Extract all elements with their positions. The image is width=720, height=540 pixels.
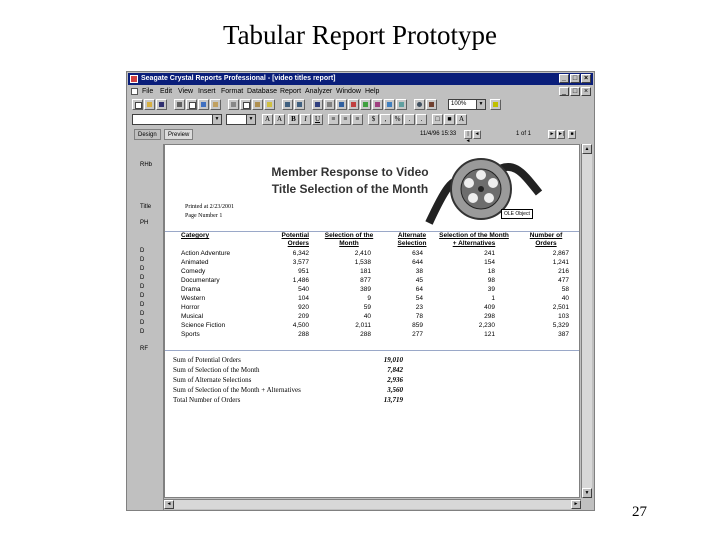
reel-hole xyxy=(468,193,478,203)
summary-value: 7,842 xyxy=(387,366,403,374)
menu-report[interactable]: Report xyxy=(280,88,302,95)
cell-category: Documentary xyxy=(181,277,220,284)
search-button[interactable] xyxy=(414,99,425,110)
cell-selection: 1,538 xyxy=(354,259,371,266)
font-color-button[interactable]: A xyxy=(456,114,467,125)
maximize-button[interactable]: □ xyxy=(570,74,580,83)
group-icon xyxy=(375,102,380,107)
last-page-button[interactable]: ►| xyxy=(558,131,565,137)
tab-design[interactable]: Design xyxy=(134,129,161,140)
section-label: RF xyxy=(140,346,148,352)
cell-selalt: 18 xyxy=(487,268,495,275)
cell-potential: 920 xyxy=(298,304,309,311)
decrease-decimal-button[interactable]: . xyxy=(416,114,427,125)
select-expert-button[interactable] xyxy=(426,99,437,110)
summary-label: Sum of Alternate Selections xyxy=(173,376,252,384)
header-selection-line2: Month xyxy=(339,240,359,247)
header-orders-line2: Orders xyxy=(535,240,557,247)
italic-button[interactable]: I xyxy=(300,114,311,125)
picture-icon xyxy=(399,102,404,107)
zoom-combo[interactable] xyxy=(448,99,486,110)
section-label: D xyxy=(140,320,145,326)
menu-help[interactable]: Help xyxy=(365,88,380,95)
new-report-button[interactable] xyxy=(132,99,143,110)
cell-alternate: 64 xyxy=(415,286,423,293)
cut-button[interactable] xyxy=(228,99,239,110)
close-button[interactable]: × xyxy=(581,74,591,83)
minimize-button[interactable]: _ xyxy=(559,74,569,83)
preview-timestamp: 11/4/96 15:33 xyxy=(420,131,457,137)
disk-icon xyxy=(159,102,164,107)
next-page-button[interactable]: ► xyxy=(549,131,555,137)
section-label: Title xyxy=(140,204,152,210)
cell-orders: 1,241 xyxy=(552,259,569,266)
menu-file[interactable]: File xyxy=(142,88,154,95)
reel-hole xyxy=(464,178,474,188)
insert-group-button[interactable] xyxy=(372,99,383,110)
cell-potential: 4,500 xyxy=(292,322,309,329)
insert-summary-button[interactable] xyxy=(360,99,371,110)
cell-selalt: 409 xyxy=(484,304,495,311)
cell-orders: 387 xyxy=(558,331,569,338)
fill-color-button[interactable]: ■ xyxy=(444,114,455,125)
database-icon xyxy=(339,102,344,107)
thousands-button[interactable]: , xyxy=(380,114,391,125)
insert-database-field-button[interactable] xyxy=(336,99,347,110)
bold-button[interactable]: B xyxy=(288,114,299,125)
brush-icon xyxy=(267,102,272,107)
scissors-icon xyxy=(231,102,236,107)
section-label: D xyxy=(140,293,145,299)
cell-orders: 5,329 xyxy=(552,322,569,329)
section-label: D xyxy=(140,311,145,317)
help-icon xyxy=(493,102,498,107)
cell-category: Action Adventure xyxy=(181,250,231,257)
cell-alternate: 634 xyxy=(412,250,423,257)
cell-potential: 209 xyxy=(298,313,309,320)
cell-alternate: 45 xyxy=(415,277,423,284)
header-selection-line1: Selection of the xyxy=(324,232,374,239)
tabs-bar xyxy=(128,129,593,144)
insert-chart-button[interactable] xyxy=(384,99,395,110)
summary-row xyxy=(173,355,403,365)
table-row xyxy=(173,312,573,321)
cell-alternate: 859 xyxy=(412,322,423,329)
cell-selalt: 241 xyxy=(484,250,495,257)
scroll-down-button[interactable]: ▼ xyxy=(582,488,592,498)
field-icon xyxy=(315,102,320,107)
copy-button[interactable] xyxy=(240,99,251,110)
menu-analyzer[interactable]: Analyzer xyxy=(305,88,333,95)
menu-window[interactable]: Window xyxy=(336,88,361,95)
insert-field-button[interactable] xyxy=(312,99,323,110)
summary-row xyxy=(173,375,403,385)
section-label: D xyxy=(140,266,145,272)
summary-value: 13,719 xyxy=(383,396,403,404)
menu-edit[interactable]: Edit xyxy=(160,88,173,95)
format-painter-button[interactable] xyxy=(264,99,275,110)
summary-row xyxy=(173,365,403,375)
summary-icon xyxy=(363,102,368,107)
align-right-button[interactable]: ≡ xyxy=(352,114,363,125)
report-preview-page[interactable] xyxy=(164,144,580,498)
cell-orders: 58 xyxy=(561,286,569,293)
report-title xyxy=(255,164,445,198)
increase-decimal-button[interactable]: . xyxy=(404,114,415,125)
print-preview-button[interactable] xyxy=(186,99,197,110)
slide-title: Tabular Report Prototype xyxy=(222,20,498,50)
table-row xyxy=(173,267,573,276)
cell-potential: 540 xyxy=(298,286,309,293)
align-left-button[interactable]: ≡ xyxy=(328,114,339,125)
header-potential-line1: Potential xyxy=(281,232,309,239)
tab-preview[interactable]: Preview xyxy=(164,129,193,140)
cell-selection: 9 xyxy=(367,295,371,302)
section-label: D xyxy=(140,275,145,281)
summary-label: Total Number of Orders xyxy=(173,396,241,404)
summary-value: 19,010 xyxy=(383,356,403,364)
insert-formula-button[interactable] xyxy=(348,99,359,110)
report-page-number: Page Number 1 xyxy=(185,213,223,219)
cell-selalt: 2,230 xyxy=(478,322,495,329)
cell-category: Horror xyxy=(181,304,200,311)
section-label: D xyxy=(140,257,145,263)
currency-button[interactable]: $ xyxy=(368,114,379,125)
cell-alternate: 23 xyxy=(415,304,423,311)
cell-category: Musical xyxy=(181,313,204,320)
cell-selalt: 298 xyxy=(484,313,495,320)
printer-icon xyxy=(177,102,182,107)
cell-category: Western xyxy=(181,295,206,302)
export-icon xyxy=(201,102,206,107)
cell-selection: 59 xyxy=(363,304,371,311)
menu-insert[interactable]: Insert xyxy=(198,88,216,95)
cell-orders: 2,867 xyxy=(552,250,569,257)
header-orders-line1: Number of xyxy=(529,232,563,239)
cell-potential: 6,342 xyxy=(292,250,309,257)
new-icon xyxy=(135,102,142,109)
align-center-button[interactable]: ≡ xyxy=(340,114,351,125)
previous-page-button[interactable]: ◄ xyxy=(474,131,480,137)
report-title-line2: Title Selection of the Month xyxy=(271,182,429,196)
redo-button[interactable] xyxy=(294,99,305,110)
chart-icon xyxy=(387,102,392,107)
section-label: D xyxy=(140,284,145,290)
cell-orders: 477 xyxy=(558,277,569,284)
undo-button[interactable] xyxy=(282,99,293,110)
header-alternate-line2: Selection xyxy=(397,240,427,247)
paste-icon xyxy=(255,102,260,107)
cell-orders: 103 xyxy=(558,313,569,320)
cell-category: Sports xyxy=(181,331,200,338)
doc-minimize-button[interactable]: _ xyxy=(559,87,569,96)
summary-value: 3,560 xyxy=(387,386,403,394)
redo-icon xyxy=(297,102,302,107)
summary-row xyxy=(173,385,403,395)
first-page-button[interactable]: |◄ xyxy=(465,131,471,144)
chevron-down-icon[interactable]: ▼ xyxy=(246,115,255,124)
text-object-icon xyxy=(327,102,332,107)
cell-potential: 1,486 xyxy=(292,277,309,284)
percent-button[interactable]: % xyxy=(392,114,403,125)
film-reel-image[interactable] xyxy=(423,153,543,231)
reel-hole xyxy=(488,178,498,188)
crystal-reports-window xyxy=(126,71,595,511)
export-button[interactable] xyxy=(198,99,209,110)
menu-view[interactable]: View xyxy=(178,88,194,95)
insert-text-button[interactable] xyxy=(324,99,335,110)
app-icon xyxy=(130,75,138,83)
report-title-line1: Member Response to Video xyxy=(271,165,429,179)
summary-row xyxy=(173,395,403,405)
scroll-right-button[interactable]: ► xyxy=(571,500,581,509)
save-button[interactable] xyxy=(156,99,167,110)
font-grow-button[interactable]: A xyxy=(262,114,273,125)
copy-icon xyxy=(243,102,250,109)
zoom-value: 100% xyxy=(451,101,467,107)
menubar xyxy=(128,86,593,97)
section-label: D xyxy=(140,248,145,254)
table-row xyxy=(173,294,573,303)
doc-restore-button[interactable]: □ xyxy=(570,87,580,96)
paste-button[interactable] xyxy=(252,99,263,110)
font-name-combo[interactable] xyxy=(132,114,222,125)
font-size-combo[interactable] xyxy=(226,114,256,125)
document-icon[interactable] xyxy=(131,88,138,95)
font-shrink-button[interactable]: A xyxy=(274,114,285,125)
header-potential xyxy=(263,232,309,248)
header-selection-alternatives xyxy=(431,232,517,248)
cell-potential: 951 xyxy=(298,268,309,275)
horizontal-scrollbar[interactable] xyxy=(164,499,581,509)
window-titlebar[interactable] xyxy=(128,73,593,85)
border-button[interactable]: □ xyxy=(432,114,443,125)
cell-selalt: 1 xyxy=(491,295,495,302)
help-button[interactable] xyxy=(490,99,501,110)
cell-selection: 2,011 xyxy=(355,322,371,329)
cell-selection: 389 xyxy=(360,286,371,293)
cell-orders: 216 xyxy=(558,268,569,275)
header-alternate-line1: Alternate xyxy=(397,232,427,239)
open-button[interactable] xyxy=(144,99,155,110)
preview-icon xyxy=(189,102,196,109)
stop-button[interactable]: ■ xyxy=(568,130,576,139)
cell-alternate: 277 xyxy=(412,331,423,338)
section-label: D xyxy=(140,302,145,308)
mail-button[interactable] xyxy=(210,99,221,110)
menu-format[interactable]: Format xyxy=(221,88,244,95)
cell-selalt: 98 xyxy=(487,277,495,284)
reel-hole xyxy=(484,193,494,203)
cell-orders: 2,501 xyxy=(552,304,569,311)
magnifier-icon xyxy=(417,102,422,107)
cell-selection: 288 xyxy=(360,331,371,338)
table-row xyxy=(173,276,573,285)
header-selection xyxy=(313,232,385,248)
section-divider xyxy=(165,350,580,351)
summary-label: Sum of Potential Orders xyxy=(173,356,241,364)
filter-icon xyxy=(429,102,434,107)
table-row xyxy=(173,303,573,312)
summary-label: Sum of Selection of the Month xyxy=(173,366,260,374)
header-alternate xyxy=(393,232,431,248)
cell-selalt: 39 xyxy=(487,286,495,293)
cell-alternate: 54 xyxy=(415,295,423,302)
folder-icon xyxy=(147,102,152,107)
insert-picture-button[interactable] xyxy=(396,99,407,110)
reel-hub xyxy=(478,186,484,192)
cell-category: Comedy xyxy=(181,268,206,275)
cell-selalt: 121 xyxy=(484,331,495,338)
undo-icon xyxy=(285,102,290,107)
slide-page-number: 27 xyxy=(632,504,647,520)
format-toolbar xyxy=(130,113,592,127)
reel-hole xyxy=(476,170,486,180)
cell-category: Science Fiction xyxy=(181,322,226,329)
cell-selalt: 154 xyxy=(484,259,495,266)
section-label: D xyxy=(140,329,145,335)
cell-potential: 288 xyxy=(298,331,309,338)
doc-close-button[interactable]: × xyxy=(581,87,591,96)
section-label: RHb xyxy=(140,162,153,168)
header-category: Category xyxy=(181,232,210,239)
underline-button[interactable]: U xyxy=(312,114,323,125)
header-orders xyxy=(523,232,569,248)
menu-database[interactable]: Database xyxy=(247,88,277,95)
cell-selection: 181 xyxy=(360,268,371,275)
formula-icon xyxy=(351,102,356,107)
cell-selection: 2,410 xyxy=(354,250,371,257)
print-button[interactable] xyxy=(174,99,185,110)
header-selalt-line2: + Alternatives xyxy=(452,240,496,247)
cell-selection: 877 xyxy=(360,277,371,284)
ole-object-label: OLE Object xyxy=(501,209,533,219)
cell-selection: 40 xyxy=(363,313,371,320)
table-row xyxy=(173,330,573,339)
summary-label: Sum of Selection of the Month + Alternatives xyxy=(173,386,301,394)
table-row xyxy=(173,249,573,258)
table-row xyxy=(173,321,573,330)
section-panel xyxy=(135,144,164,510)
cell-alternate: 644 xyxy=(412,259,423,266)
summary-value: 2,936 xyxy=(387,376,403,384)
cell-category: Drama xyxy=(181,286,201,293)
header-potential-line2: Orders xyxy=(287,240,309,247)
table-row xyxy=(173,285,573,294)
cell-potential: 3,577 xyxy=(292,259,309,266)
standard-toolbar xyxy=(130,98,592,112)
chevron-down-icon[interactable]: ▼ xyxy=(476,100,485,109)
window-title: Seagate Crystal Reports Professional - [video titles report] xyxy=(141,75,336,82)
mail-icon xyxy=(213,102,218,107)
cell-category: Animated xyxy=(181,259,209,266)
cell-orders: 40 xyxy=(561,295,569,302)
cell-alternate: 38 xyxy=(415,268,423,275)
chevron-down-icon[interactable]: ▼ xyxy=(212,115,221,124)
scroll-left-button[interactable]: ◄ xyxy=(164,500,174,509)
cell-alternate: 78 xyxy=(415,313,423,320)
print-info xyxy=(185,203,234,221)
page-indicator: 1 of 1 xyxy=(516,131,532,137)
section-label: PH xyxy=(140,220,149,226)
scroll-up-button[interactable]: ▲ xyxy=(582,144,592,154)
vertical-scrollbar[interactable] xyxy=(581,144,592,498)
cell-potential: 104 xyxy=(298,295,309,302)
table-row xyxy=(173,258,573,267)
printed-date: Printed at 2/23/2001 xyxy=(185,204,234,210)
header-selalt-line1: Selection of the Month xyxy=(439,232,509,239)
